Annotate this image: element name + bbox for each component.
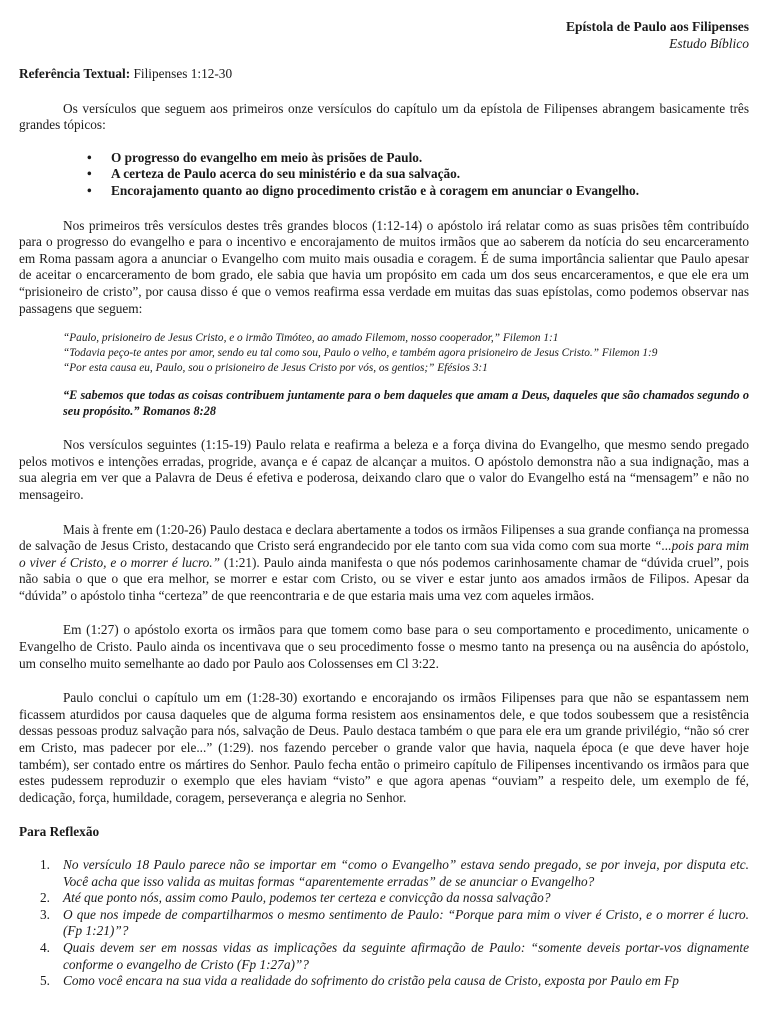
list-item	[40, 906, 749, 940]
paragraph-text: (1:21). Paulo ainda manifesta o que nós podemos carinhosamente chamar de “dúvida cruel”, pois não sabia o que o que era melhor, se morrer e estar com Cristo, ou se viver e estar junto aos amados irmãos de Filipos. Apesar da “dúvida” o apóstolo tinha “certeza” de que reencontraria e de que estaria mais uma vez com aqueles irmãos.	[19, 554, 749, 603]
list-item: • Encorajamento quanto ao digno procedimento cristão e à coragem em anunciar o Evangelho.	[111, 183, 749, 200]
item-text: Quais devem ser em nossas vidas as implicações da seguinte afirmação de Paulo: “somente deveis portar-vos dignamente conforme o evangelho de Cristo (Fp 1:27a)”?	[63, 939, 749, 972]
document-subtitle: Estudo Bíblico	[669, 36, 749, 51]
quote-line: “Todavia peço-te antes por amor, sendo eu tal como sou, Paulo o velho, e também agora prisioneiro de Jesus Cristo.” Filemon 1:9	[63, 347, 658, 360]
reference-value: Filipenses 1:12-30	[133, 66, 233, 81]
list-item	[40, 973, 749, 990]
item-number: 5.	[40, 973, 50, 989]
list-item: • A certeza de Paulo acerca do seu ministério e da sua salvação.	[111, 166, 749, 183]
quotes-block	[19, 331, 749, 376]
intro-paragraph: Os versículos que seguem aos primeiros onze versículos do capítulo um da epístola de Filipenses abrangem basicamente três grandes tópicos:	[19, 100, 749, 133]
text-reference	[19, 66, 749, 83]
item-number: 1.	[40, 857, 50, 872]
document-title: Epístola de Paulo aos Filipenses	[565, 19, 749, 34]
paragraph-gospel-progress: Nos versículos seguintes (1:15-19) Paulo relata e reafirma a beleza e a força divina do Evangelho, que mesmo sendo pregado pelos motivos e intenções erradas, progride, avança e é capaz de alcançar a muitos. O apóstolo demonstra não a sua indignação, mas a sua alegria em ver que a Palavra de Deus é efetiva e poderosa, deixando claro que o valor do Evangelho está na “mensagem” e não no mensageiro.	[19, 437, 749, 502]
reflection-title: Para Reflexão	[19, 824, 100, 840]
item-number: 3.	[40, 906, 50, 922]
paragraph-exhortation: Em (1:27) o apóstolo exorta os irmãos para que tomem como base para o seu comportamento e procedimento, unicamente o Evangelho de Cristo. Paulo ainda os incentivava que o seu procedimento fosse o mesmo tanto na presença ou na ausência do apóstolo, um conselho muito semelhante ao dado por Paulo aos Colossenses em Cl 3:22.	[19, 622, 749, 671]
paragraph-confidence	[19, 522, 749, 605]
reflection-list	[19, 857, 749, 990]
item-text: Até que ponto nós, assim como Paulo, podemos ter certeza e convicção da nossa salvação?	[63, 890, 551, 906]
quote-line: “Por esta causa eu, Paulo, sou o prisioneiro de Jesus Cristo por vós, os gentios;” Efésios 3:1	[63, 362, 488, 375]
item-text: No versículo 18 Paulo parece não se importar em “como o Evangelho” estava sendo pregado, se por inveja, por disputa etc. Você acha que isso valida as muitas formas “aparentemente erradas” de se anunciar o Evangelho?	[63, 857, 749, 889]
item-text: Como você encara na sua vida a realidade do sofrimento do cristão pela causa de Cristo, exposta por Paulo em Fp	[63, 973, 679, 989]
topics-list	[19, 150, 749, 200]
key-verse: “E sabemos que todas as coisas contribuem juntamente para o bem daqueles que amam a Deus, daqueles que são chamados segundo o seu propósito.” Romanos 8:28	[63, 388, 749, 418]
paragraph-text: Mais à frente em (1:20-26) Paulo destaca e declara abertamente a todos os irmãos Filipenses a sua grande confiança na promessa de salvação de Jesus Cristo, destacando que Cristo será engrandecido por ele tanto com sua vida como com sua morte	[19, 521, 750, 554]
item-number: 2.	[40, 890, 50, 906]
list-item: • O progresso do evangelho em meio às prisões de Paulo.	[111, 150, 749, 167]
item-text: O que nos impede de compartilharmos o mesmo sentimento de Paulo: “Porque para mim o viver é Cristo, e o morrer é lucro. (Fp 1:21)”?	[63, 906, 749, 939]
paragraph-conclusion: Paulo conclui o capítulo um em (1:28-30) exortando e encorajando os irmãos Filipenses para que não se espantassem nem ficassem aturdidos por causa daqueles que de alguma forma resistem aos ensinamentos dele, e que todos soubessem que a resistência dessas pessoas produz salvação para nós, salvação de Deus. Paulo destaca também o que para ele era um grande privilégio, “não só crer em Cristo, mas padecer por ele...” (1:29). nos fazendo perceber o grande valor que havia, naquela época (e que deve haver hoje também), ser contado entre os mártires do Senhor. Paulo fecha então o primeiro capítulo de Filipenses incentivando os irmãos para que estes pudessem reproduzir o exemplo que eles haviam “visto” e que agora apenas “ouviam” a respeito dele, um exemplo de fé, dedicação, força, humildade, coragem, perseverança e alegria no Senhor.	[19, 690, 749, 805]
list-item	[40, 857, 749, 890]
list-item	[40, 939, 749, 973]
document-header	[566, 18, 749, 52]
paragraph-prisons: Nos primeiros três versículos destes três grandes blocos (1:12-14) o apóstolo irá relatar como as suas prisões têm contribuído para o progresso do evangelho e para o incentivo e encorajamento de muitos irmãos que ao saberem da notícia do seu encarceramento em Roma passam agora a anunciar o Evangelho com muito mais ousadia e coragem. É de suma importância salientar que Paulo apesar de aceitar o encarceramento de bom grado, ele sabia que havia um propósito em cada um dos seus encarceramentos, e que ele era um “prisioneiro de cristo”, por causa disso é que o vemos reafirma essa verdade em muitas das suas epístolas, como podemos observar nas passagens que seguem:	[19, 217, 749, 316]
document-body	[19, 66, 749, 990]
reference-label: Referência Textual:	[19, 66, 131, 81]
item-number: 4.	[40, 939, 50, 955]
list-item	[40, 890, 749, 907]
inline-citation: “...pois para mim o viver é Cristo, e o morrer é lucro.”	[19, 538, 749, 570]
quote-line: “Paulo, prisioneiro de Jesus Cristo, e o irmão Timóteo, ao amado Filemom, nosso cooperador,” Filemon 1:1	[63, 332, 559, 345]
